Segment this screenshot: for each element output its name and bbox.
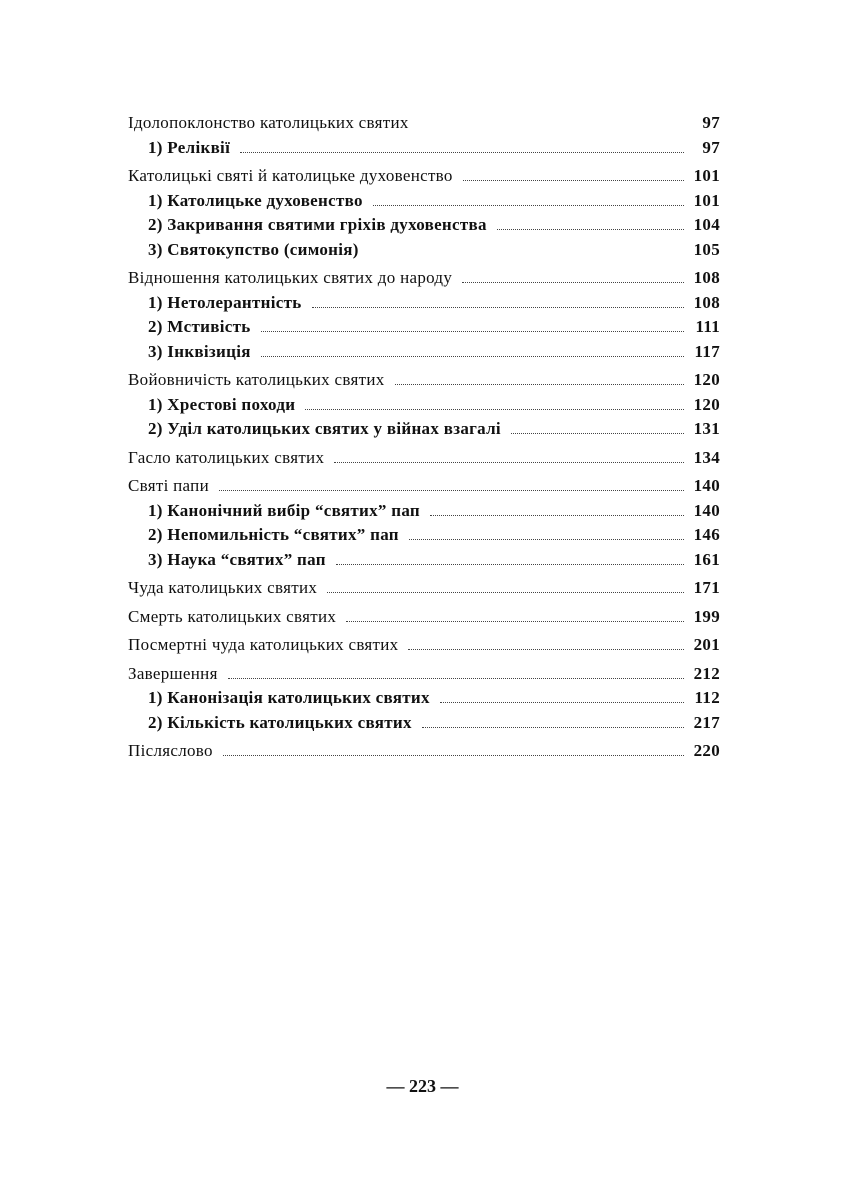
- page-number: — 223 —: [386, 1076, 459, 1096]
- toc-entry-title: Смерть католицьких святих: [128, 606, 337, 626]
- toc-entry-page: 131: [693, 419, 720, 438]
- toc-leader-dots: [240, 152, 684, 153]
- toc-leader-dots: [228, 678, 684, 679]
- toc-entry-page: 111: [695, 317, 720, 336]
- toc-entry-title: 1) Нетолерантність: [148, 292, 302, 312]
- toc-section-row: [128, 501, 720, 526]
- toc-entry-title: 1) Реліквії: [148, 137, 231, 157]
- toc-leader-dots: [462, 282, 684, 283]
- toc-leader-dots: [497, 229, 684, 230]
- toc-section-row: [128, 688, 720, 713]
- toc-leader-dots: [346, 621, 684, 622]
- toc-leader-dots: [312, 307, 684, 308]
- toc-chapter-row: [128, 578, 720, 603]
- toc-entry-page: 108: [693, 268, 720, 287]
- toc-entry-page: 104: [693, 215, 720, 234]
- toc-section-row: [128, 240, 720, 265]
- toc-leader-dots: [261, 331, 684, 332]
- toc-leader-dots: [373, 205, 684, 206]
- toc-entry-page: 199: [693, 606, 720, 626]
- toc-entry-title: Католицькі святі й католицьке духовенство: [128, 166, 453, 185]
- toc-entry-title: Посмертні чуда католицьких святих: [128, 635, 399, 654]
- toc-entry-title: 2) Закривання святими гріхів духовенства: [148, 215, 487, 234]
- toc-leader-dots: [409, 539, 684, 540]
- toc-entry-title: 2) Мстивість: [148, 317, 251, 336]
- toc-entry-page: 112: [694, 688, 720, 707]
- toc-entry-page: 212: [693, 663, 720, 683]
- toc-leader-dots: [408, 649, 684, 650]
- toc-entry-page: 97: [702, 137, 720, 157]
- toc-section-row: [128, 525, 720, 550]
- toc-leader-dots: [336, 564, 684, 565]
- toc-chapter-row: [128, 664, 720, 689]
- toc-chapter-row: [128, 448, 720, 473]
- toc-entry-title: Завершення: [128, 663, 218, 683]
- toc-entry-page: 146: [693, 525, 720, 544]
- toc-leader-dots: [327, 592, 684, 593]
- toc-entry-page: 108: [693, 292, 720, 312]
- toc-chapter-row: [128, 113, 720, 138]
- toc-section-row: [128, 550, 720, 575]
- toc-section-row: [128, 138, 720, 163]
- toc-entry-page: 140: [693, 500, 720, 520]
- toc-chapter-row: [128, 268, 720, 293]
- toc-section-row: [128, 293, 720, 318]
- toc-entry-title: 3) Наука “святих” пап: [148, 549, 326, 569]
- toc-leader-dots: [223, 755, 684, 756]
- toc-leader-dots: [430, 515, 684, 516]
- toc-leader-dots: [440, 702, 684, 703]
- toc-entry-title: Ідолопоклонство католицьких святих: [128, 113, 409, 132]
- toc-section-row: [128, 191, 720, 216]
- toc-entry-page: 220: [693, 741, 720, 760]
- toc-section-row: [128, 215, 720, 240]
- toc-leader-dots: [305, 409, 684, 410]
- toc-leader-dots: [334, 462, 684, 463]
- toc-leader-dots: [422, 727, 684, 728]
- toc-entry-page: 171: [693, 578, 720, 597]
- toc-chapter-row: [128, 370, 720, 395]
- toc-section-row: [128, 419, 720, 444]
- toc-entry-page: 134: [693, 447, 720, 467]
- toc-entry-page: 97: [702, 113, 720, 132]
- toc-entry-title: Відношення католицьких святих до народу: [128, 268, 453, 287]
- toc-entry-page: 217: [693, 712, 720, 732]
- toc-chapter-row: [128, 476, 720, 501]
- toc-entry-title: 1) Католицьке духовенство: [148, 190, 363, 210]
- toc-leader-dots: [395, 384, 684, 385]
- toc-entry-page: 120: [693, 394, 720, 414]
- toc-entry-title: Чуда католицьких святих: [128, 578, 318, 597]
- toc-entry-title: Войовничість католицьких святих: [128, 370, 385, 389]
- toc-entry-page: 120: [693, 370, 720, 389]
- toc-section-row: [128, 317, 720, 342]
- toc-entry-title: 1) Канонізація католицьких святих: [148, 688, 430, 707]
- toc-section-row: [128, 713, 720, 738]
- toc-entry-title: 2) Непомильність “святих” пап: [148, 525, 399, 544]
- toc-leader-dots: [511, 433, 684, 434]
- toc-entry-page: 101: [693, 190, 720, 210]
- toc-leader-dots: [219, 490, 684, 491]
- toc-leader-dots: [261, 356, 684, 357]
- toc-entry-title: 2) Кількість католицьких святих: [148, 712, 412, 732]
- toc-section-row: [128, 342, 720, 367]
- toc-entry-page: 201: [693, 635, 720, 654]
- toc-entry-title: 3) Інквізиція: [148, 341, 251, 361]
- toc-section-row: [128, 395, 720, 420]
- table-of-contents: [128, 113, 720, 766]
- toc-entry-title: Гасло католицьких святих: [128, 447, 325, 467]
- toc-chapter-row: [128, 635, 720, 660]
- toc-entry-page: 117: [694, 341, 720, 361]
- toc-entry-page: 161: [693, 549, 720, 569]
- toc-entry-title: Післяслово: [128, 741, 213, 760]
- toc-chapter-row: [128, 741, 720, 766]
- toc-entry-title: Святі папи: [128, 476, 209, 495]
- toc-chapter-row: [128, 166, 720, 191]
- toc-leader-dots: [463, 180, 684, 181]
- toc-entry-page: 101: [693, 166, 720, 185]
- toc-chapter-row: [128, 607, 720, 632]
- toc-entry-page: 140: [693, 476, 720, 495]
- toc-entry-page: 105: [693, 239, 720, 259]
- toc-entry-title: 2) Уділ католицьких святих у війнах взагалі: [148, 419, 501, 438]
- toc-entry-title: 1) Канонічний вибір “святих” пап: [148, 500, 421, 520]
- toc-entry-title: 1) Хрестові походи: [148, 394, 296, 414]
- toc-entry-title: 3) Святокупство (симонія): [148, 239, 359, 259]
